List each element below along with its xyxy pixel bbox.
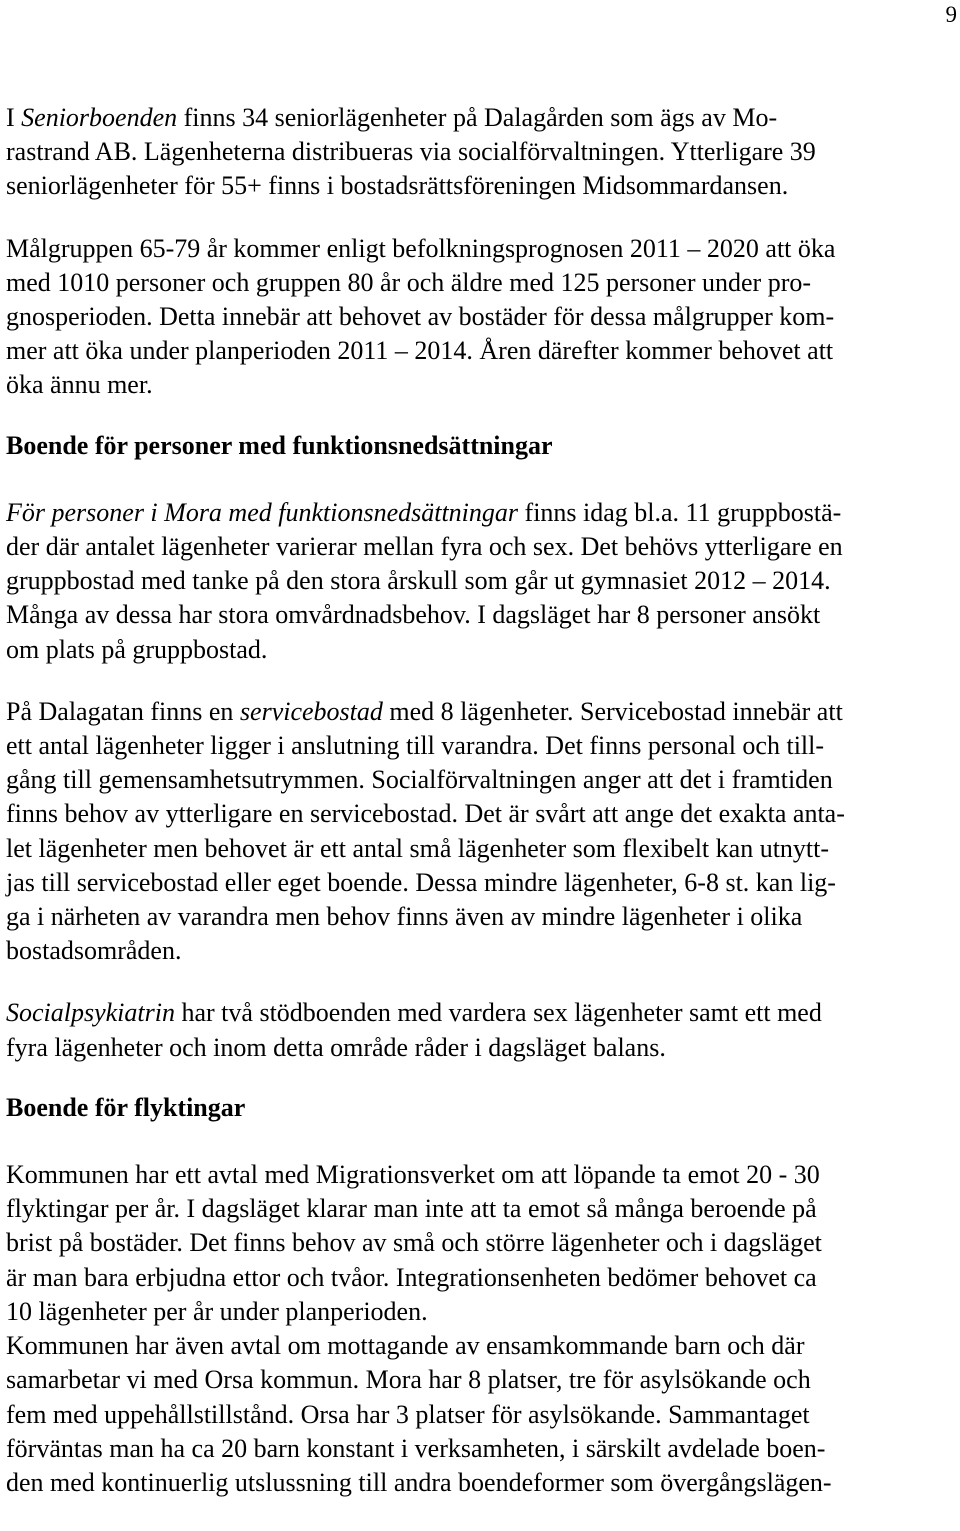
- text-line: Många av dessa har stora omvårdnadsbehov. I dagsläget har 8 personer ansökt: [6, 600, 821, 630]
- text-line: brist på bostäder. Det finns behov av små och större lägenheter och i dagsläget: [6, 1228, 822, 1258]
- text-line: 10 lägenheter per år under planperioden.: [6, 1296, 428, 1326]
- text-line: gnosperioden. Detta innebär att behovet av bostäder för dessa målgrupper kom-: [6, 302, 835, 332]
- section-heading-flyktingar: Boende för flyktingar: [6, 1092, 246, 1122]
- text-line: med 1010 personer och gruppen 80 år och äldre med 125 personer under pro-: [6, 267, 812, 297]
- text-line: den med kontinuerlig utslussning till andra boendeformer som övergångslägen-: [6, 1467, 832, 1497]
- text-line: Målgruppen 65-79 år kommer enligt befolkningsprognosen 2011 – 2020 att öka: [6, 233, 836, 263]
- paragraph-gruppbostader: [6, 496, 956, 667]
- document-body: [6, 101, 956, 1500]
- text-line: förväntas man ha ca 20 barn konstant i verksamheten, i särskilt avdelade boen-: [6, 1433, 826, 1463]
- paragraph-migrationsverket: [6, 1158, 956, 1329]
- text-line: mer att öka under planperioden 2011 – 2014. Åren därefter kommer behovet att: [6, 336, 834, 366]
- text-line: fem med uppehållstillstånd. Orsa har 3 platser för asylsökande. Sammantaget: [6, 1399, 810, 1429]
- text-line: Kommunen har ett avtal med Migrationsverket om att löpande ta emot 20 - 30: [6, 1160, 820, 1190]
- text-line: rastrand AB. Lägenheterna distribueras via socialförvaltningen. Ytterligare 39: [6, 137, 816, 167]
- text-line: fyra lägenheter och inom detta område råder i dagsläget balans.: [6, 1032, 666, 1062]
- text-run: med 8 lägenheter. Servicebostad innebär att: [382, 696, 843, 726]
- text-line: ga i närheten av varandra men behov finns även av mindre lägenheter i olika: [6, 902, 803, 932]
- text-line: flyktingar per år. I dagsläget klarar man inte att ta emot så många beroende på: [6, 1194, 817, 1224]
- text-line: gång till gemensamhetsutrymmen. Socialförvaltningen anger att det i framtiden: [6, 765, 833, 795]
- text-line: ett antal lägenheter ligger i anslutning till varandra. Det finns personal och till-: [6, 731, 825, 761]
- text-line: [6, 101, 956, 135]
- section-heading-funktionsnedsattningar: Boende för personer med funktionsnedsättningar: [6, 430, 553, 460]
- paragraph-malgruppen: [6, 232, 956, 403]
- page-number: 9: [945, 2, 957, 27]
- italic-term: För personer i Mora med funktionsnedsättningar: [6, 497, 519, 527]
- italic-term: Socialpsykiatrin: [6, 998, 175, 1028]
- text-line: [6, 695, 956, 729]
- text-line: bostadsområden.: [6, 936, 182, 966]
- text-line: [6, 996, 956, 1030]
- italic-term: servicebostad: [239, 696, 383, 726]
- text-line: [6, 496, 956, 530]
- paragraph-ensamkommande-barn: [6, 1329, 956, 1500]
- text-run: har två stödboenden med vardera sex lägenheter samt ett med: [174, 998, 822, 1028]
- paragraph-servicebostad: [6, 695, 956, 969]
- text-run: I: [6, 103, 22, 132]
- text-line: Kommunen har även avtal om mottagande av ensamkommande barn och där: [6, 1331, 805, 1361]
- text-line: om plats på gruppbostad.: [6, 634, 268, 664]
- text-line: öka ännu mer.: [6, 370, 153, 400]
- text-run: finns 34 seniorlägenheter på Dalagården som ägs av Mo-: [177, 103, 778, 132]
- text-run: På Dalagatan finns en: [6, 696, 240, 726]
- text-line: jas till servicebostad eller eget boende. Dessa mindre lägenheter, 6-8 st. kan lig-: [6, 867, 836, 897]
- text-line: är man bara erbjudna ettor och tvåor. Integrationsenheten bedömer behovet ca: [6, 1262, 817, 1292]
- italic-term: Seniorboenden: [21, 103, 178, 132]
- text-line: gruppbostad med tanke på den stora årskull som går ut gymnasiet 2012 – 2014.: [6, 566, 831, 596]
- text-line: finns behov av ytterligare en servicebostad. Det är svårt att ange det exakta anta-: [6, 799, 845, 829]
- text-line: der där antalet lägenheter varierar mellan fyra och sex. Det behövs ytterligare en: [6, 532, 843, 562]
- text-line: let lägenheter men behovet är ett antal små lägenheter som flexibelt kan utnytt-: [6, 833, 830, 863]
- paragraph-socialpsykiatrin: [6, 996, 956, 1064]
- text-line: seniorlägenheter för 55+ finns i bostadsrättsföreningen Midsommardansen.: [6, 171, 789, 201]
- text-line: samarbetar vi med Orsa kommun. Mora har 8 platser, tre för asylsökande och: [6, 1365, 811, 1395]
- text-run: finns idag bl.a. 11 gruppbostä-: [518, 497, 842, 527]
- paragraph-seniorboenden: [6, 101, 956, 204]
